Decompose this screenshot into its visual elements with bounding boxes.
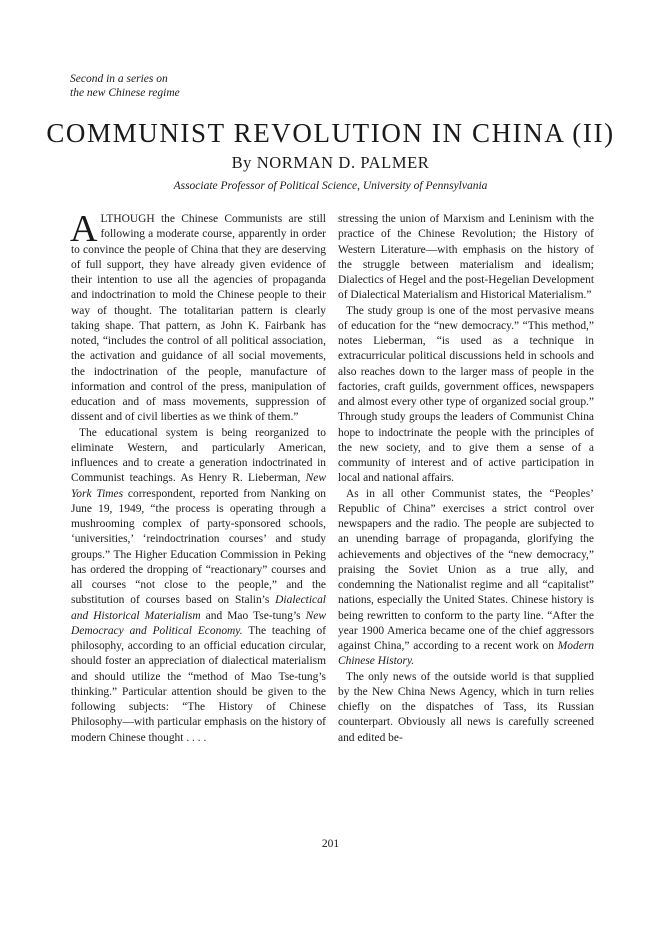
article-title: COMMUNIST REVOLUTION IN CHINA (II): [46, 118, 615, 148]
paragraph-text: As in all other Communist states, the “Peoples’ Republic of China” exercises a strict control over newspapers and the radio. The people are subjected to an unending barrage of propaganda, glorifying the achievements and objectives of the “new democracy,” praising the Soviet Union as a true ally, and condemning the Nationalist regime and all “capitalist” nations, especially the United States. Chinese history is being rewritten to conform to the party line. “After the year 1900 America became one of the chief aggressors against China,” according to a recent work on: [338, 487, 594, 652]
book-title: Dialectical and Historical Materialism: [71, 594, 326, 622]
paragraph: stressing the union of Marxism and Leninism with the practice of the Chinese Revolution; the History of Western Literature—with emphasis on the history of the struggle between materialism and idealism; Dialectics of Hegel and the post-Hegelian Development of Dialectical Materialism and Historical Materialism.”: [338, 213, 594, 302]
book-title: Modern Chinese History.: [338, 640, 594, 668]
paragraph: The only news of the outside world is that supplied by the New China News Agency, which in turn relies chiefly on the dispatches of Tass, its Russian counterpart. Obviously all news is carefully screened and edited be-: [338, 670, 594, 744]
series-note: [70, 72, 180, 100]
series-note-line-2: the new Chinese regime: [70, 87, 180, 99]
paragraph-text: correspondent, reported from Nanking on June 19, 1949, “the process is operating through a mushrooming complex of party-sponsored schools, ‘universities,’ ‘reindoctrination courses’ and study groups.” The Higher Education Commission in Peking has ordered the dropping of “reactionary” courses and all courses “not close to the people,” and the substitution of courses based on Stalin’s: [71, 487, 326, 607]
newspaper-name: New York Times: [71, 472, 326, 500]
text-column-right: [338, 212, 594, 746]
paragraph: [70, 208, 326, 426]
series-note-line-1: Second in a series on: [70, 73, 168, 85]
paragraph-text: The educational system is being reorganized to eliminate Western, and particularly American, influences and to create a generation indoctrinated in Communist teachings. As Henry R. Lieberman,: [71, 426, 326, 485]
paragraph-text: The teaching of philosophy, according to an official education circular, should foster an appreciation of dialectical materialism and should utilize the “method of Mao Tse-tung’s thinking.” Particular attention should be given to the following subjects: “The History of Chinese Philosophy—with particular emphasis on the history of modern Chinese thought . . . .: [71, 624, 327, 744]
paragraph: [71, 426, 326, 746]
paragraph: [338, 487, 594, 670]
author-affiliation: Associate Professor of Political Science, University of Pennsylvania: [173, 180, 488, 192]
author-byline: By NORMAN D. PALMER: [231, 153, 430, 172]
paragraph: The study group is one of the most pervasive means of education for the “new democracy.” “This method,” notes Lieberman, “is used as a technique in extracurricular political discussions held in schools and also reaches down to the larger mass of people in the factories, craft guilds, government offices, newspapers and almost every other type of organized social group.” Through study groups the leaders of Communist China hope to indoctrinate the people with the principles of the new society, and to give them a sense of a community of interest and of active participation in local and national affairs.: [338, 304, 594, 485]
text-column-left: [70, 208, 327, 746]
paragraph-text: LTHOUGH the Chinese Communists are still following a moderate course, apparently in order to convince the people of China that they are deserving of full support, they have already given evidence of their intention to use all the agencies of propaganda and indoctrination to mold the Chinese people to their way of thought. The totalitarian pattern is clearly taking shape. That pattern, as John K. Fairbank has noted, “includes the control of all political association, the activation and guidance of all social movements, the indoctrination of the people, manufacture of information and control of the press, manipulation of education and of mass movements, suppression of dissent and of civil liberties as we think of them.”: [71, 213, 326, 424]
page-number: 201: [321, 838, 340, 850]
drop-cap: A: [70, 208, 98, 250]
book-title: New Democracy and Political Economy.: [71, 609, 326, 637]
paragraph-text: and Mao Tse-tung’s: [200, 609, 306, 622]
